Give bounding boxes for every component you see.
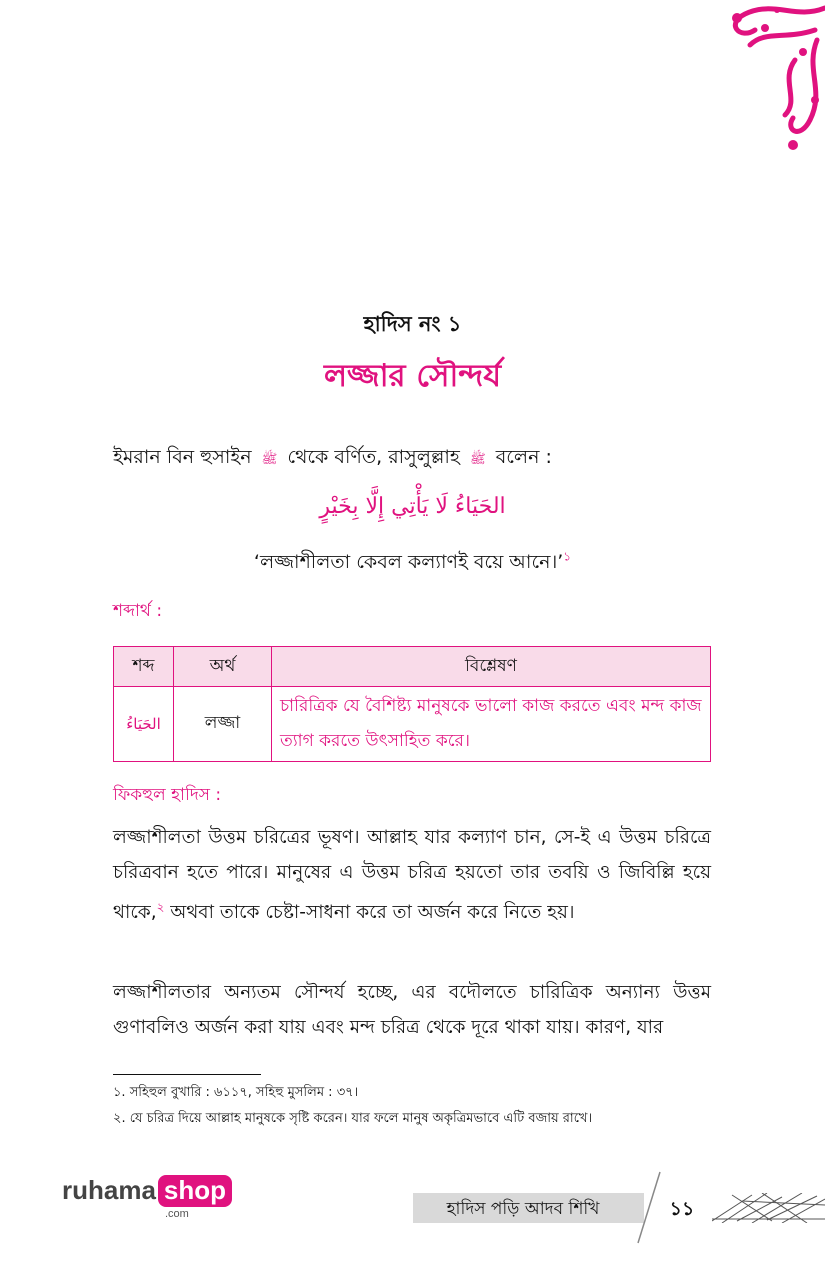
intro-middle: থেকে বর্ণিত, রাসুলুল্লাহ xyxy=(287,446,460,468)
logo-domain: .com xyxy=(165,1208,189,1220)
arabic-hadith: الحَيَاءُ لَا يَأْتِي إِلَّا بِخَيْرٍ xyxy=(319,494,506,519)
word-meaning-table xyxy=(113,646,711,762)
footnote-ref[interactable]: ২ xyxy=(156,900,165,914)
table-row xyxy=(114,687,711,762)
footnote-divider xyxy=(113,1074,261,1075)
logo-text: ruhama xyxy=(62,1175,156,1205)
page-number: ১১ xyxy=(669,1198,695,1220)
analysis-cell: চারিত্রিক যে বৈশিষ্ট্য মানুষকে ভালো কাজ করতে এবং মন্দ কাজ ত্যাগ করতে উৎসাহিত করে। xyxy=(272,687,711,762)
logo-shop: shop xyxy=(158,1175,232,1207)
column-header: শব্দ xyxy=(114,647,174,687)
ruhamashop-logo[interactable] xyxy=(62,1175,232,1206)
paragraph-text: লজ্জাশীলতা উত্তম চরিত্রের ভূষণ। আল্লাহ যার কল্যাণ চান, সে-ই এ উত্তম চরিত্রে চরিত্রবান হতে পারে। মানুষের এ উত্তম চরিত্র হয়তো তার তবয়ি ও জিবিল্লি হয়ে থাকে, xyxy=(113,827,711,924)
translation-text: ‘লজ্জাশীলতা কেবল কল্যাণই বয়ে আনে।’ xyxy=(253,551,564,573)
floral-ornament-icon xyxy=(665,0,825,160)
column-header: অর্থ xyxy=(174,647,272,687)
book-title: হাদিস পড়ি আদব শিখি xyxy=(446,1199,600,1219)
column-header: বিশ্লেষণ xyxy=(272,647,711,687)
table-header-row xyxy=(114,647,711,687)
paragraph-text: অথবা তাকে চেষ্টা-সাধনা করে তা অর্জন করে নিতে হয়। xyxy=(164,902,575,924)
word-cell: الحَيَاءُ xyxy=(114,687,174,762)
footnote-ref[interactable]: ১ xyxy=(563,549,572,564)
paragraph xyxy=(113,820,711,930)
salutation-icon: ﷺ xyxy=(469,452,486,467)
hadith-translation xyxy=(0,548,825,580)
hadith-number: হাদিস নং ১ xyxy=(363,312,462,336)
footnote: ২. যে চরিত্র দিয়ে আল্লাহ মানুষকে সৃষ্টি করেন। যার ফলে মানুষ অকৃত্রিমভাবে এটি বজায় রাখে। xyxy=(113,1111,593,1126)
hatch-decoration xyxy=(712,1193,825,1223)
meaning-cell: লজ্জা xyxy=(174,687,272,762)
paragraph: লজ্জাশীলতার অন্যতম সৌন্দর্য হচ্ছে, এর বদৌলতে চারিত্রিক অন্যান্য উত্তম গুণাবলিও অর্জন করা যায় এবং মন্দ চরিত্র থেকে দূরে থাকা যায়। কারণ, যার xyxy=(113,982,711,1038)
salutation-icon: ﷺ xyxy=(261,452,278,467)
fiqh-label: ফিকহুল হাদিস : xyxy=(113,785,222,805)
word-meaning-label: শব্দার্থ : xyxy=(113,601,163,621)
intro-end: বলেন : xyxy=(495,446,552,468)
narration-intro xyxy=(113,443,552,475)
page-title: লজ্জার সৌন্দর্য xyxy=(323,358,502,394)
intro-narrator: ইমরান বিন হুসাইন xyxy=(113,446,252,468)
footnote: ১. সহিহুল বুখারি : ৬১১৭, সহিহু মুসলিম : ৩৭। xyxy=(113,1085,359,1100)
